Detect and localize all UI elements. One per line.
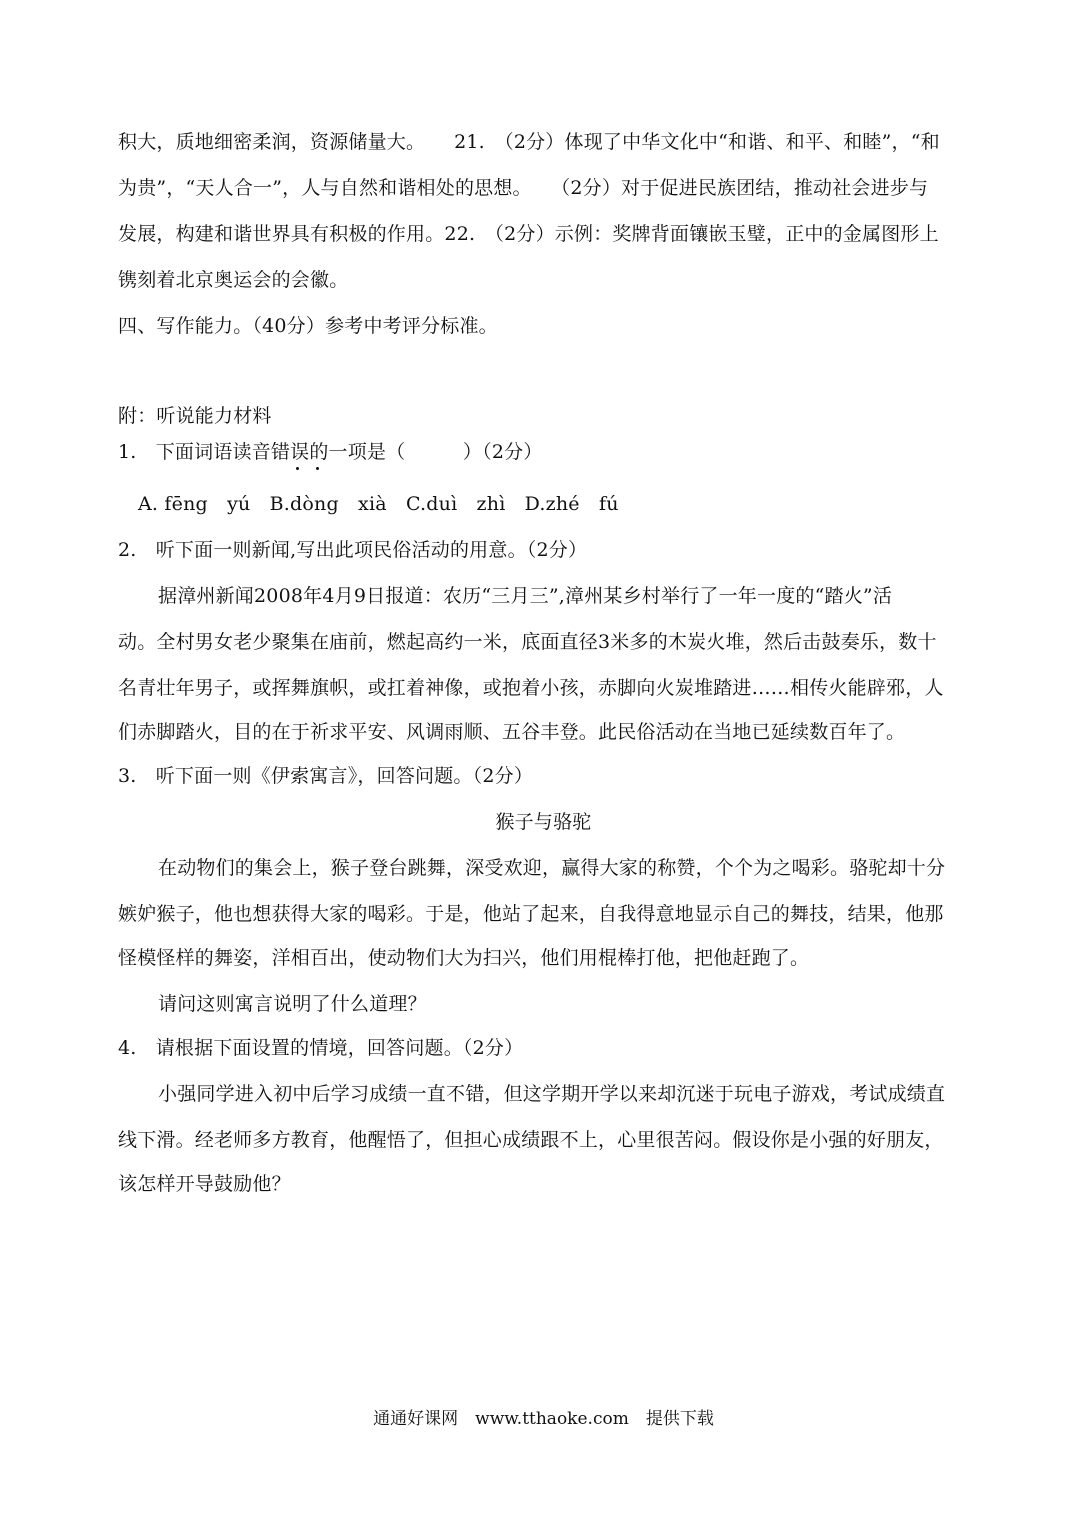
emphasis-dot: [296, 467, 299, 470]
question-3-prompt: 请问这则寓言说明了什么道理？: [158, 993, 427, 1015]
emphasis-dot: [316, 467, 319, 470]
question-1-stem: 1. 下面词语读音错误的一项是（ ）（2分）: [118, 441, 543, 463]
question-2-paragraph-line-4: 们赤脚踏火，目的在于祈求平安、风调雨顺、五谷丰登。此民俗活动在当地已延续数百年了。: [118, 721, 906, 743]
question-4-paragraph-line-3: 该怎样开导鼓励他？: [118, 1173, 291, 1195]
question-3-stem: 3. 听下面一则《伊索寓言》，回答问题。（2分）: [118, 765, 534, 787]
answer-line-3: 发展，构建和谐世界具有积极的作用。22. （2分）示例：奖牌背面镶嵌玉璧，正中的金属图形上: [118, 223, 939, 245]
question-4-paragraph-line-2: 线下滑。经老师多方教育，他醒悟了，但担心成绩跟不上，心里很苦闷。假设你是小强的好朋友，: [118, 1129, 944, 1151]
story-line-1: 在动物们的集会上，猴子登台跳舞，深受欢迎，赢得大家的称赞，个个为之喝彩。骆驼却十分: [158, 857, 946, 879]
question-2-paragraph-line-3: 名青壮年男子，或挥舞旗帜，或扛着神像，或抱着小孩，赤脚向火炭堆踏进……相传火能辟邪，人: [118, 677, 944, 699]
answer-line-4: 镌刻着北京奥运会的会徽。: [118, 269, 349, 291]
question-4-paragraph-line-1: 小强同学进入初中后学习成绩一直不错，但这学期开学以来却沉迷于玩电子游戏，考试成绩直: [158, 1083, 946, 1105]
footer-source: 通通好课网 www.tthaoke.com 提供下载: [373, 1409, 714, 1429]
question-2-paragraph-line-1: 据漳州新闻2008年4月9日报道：农历“三月三”,漳州某乡村举行了一年一度的“踏火”活: [158, 585, 893, 607]
appendix-title: 附：听说能力材料: [118, 405, 272, 427]
story-line-2: 嫉妒猴子，他也想获得大家的喝彩。于是，他站了起来，自我得意地显示自己的舞技，结果，他那: [118, 903, 944, 925]
question-4-stem: 4. 请根据下面设置的情境，回答问题。（2分）: [118, 1037, 524, 1059]
story-line-3: 怪模怪样的舞姿，洋相百出，使动物们大为扫兴，他们用棍棒打他，把他赶跑了。: [118, 947, 810, 969]
answer-line-1: 积大，质地细密柔润，资源储量大。 21. （2分）体现了中华文化中“和谐、和平、和睦”，“和: [118, 131, 940, 153]
question-2-paragraph-line-2: 动。全村男女老少聚集在庙前，燃起高约一米，底面直径3米多的木炭火堆，然后击鼓奏乐，数十: [118, 631, 937, 653]
writing-section: 四、写作能力。（40分）参考中考评分标准。: [118, 315, 498, 337]
question-1-options: A. fēng yú B.dòng xià C.duì zhì D.zhé fú: [138, 493, 619, 515]
answer-line-2: 为贵”，“天人合一”，人与自然和谐相处的思想。 （2分）对于促进民族团结，推动社会进步与: [118, 177, 929, 199]
question-2-stem: 2. 听下面一则新闻,写出此项民俗活动的用意。（2分）: [118, 539, 588, 561]
story-title: 猴子与骆驼: [495, 811, 592, 833]
